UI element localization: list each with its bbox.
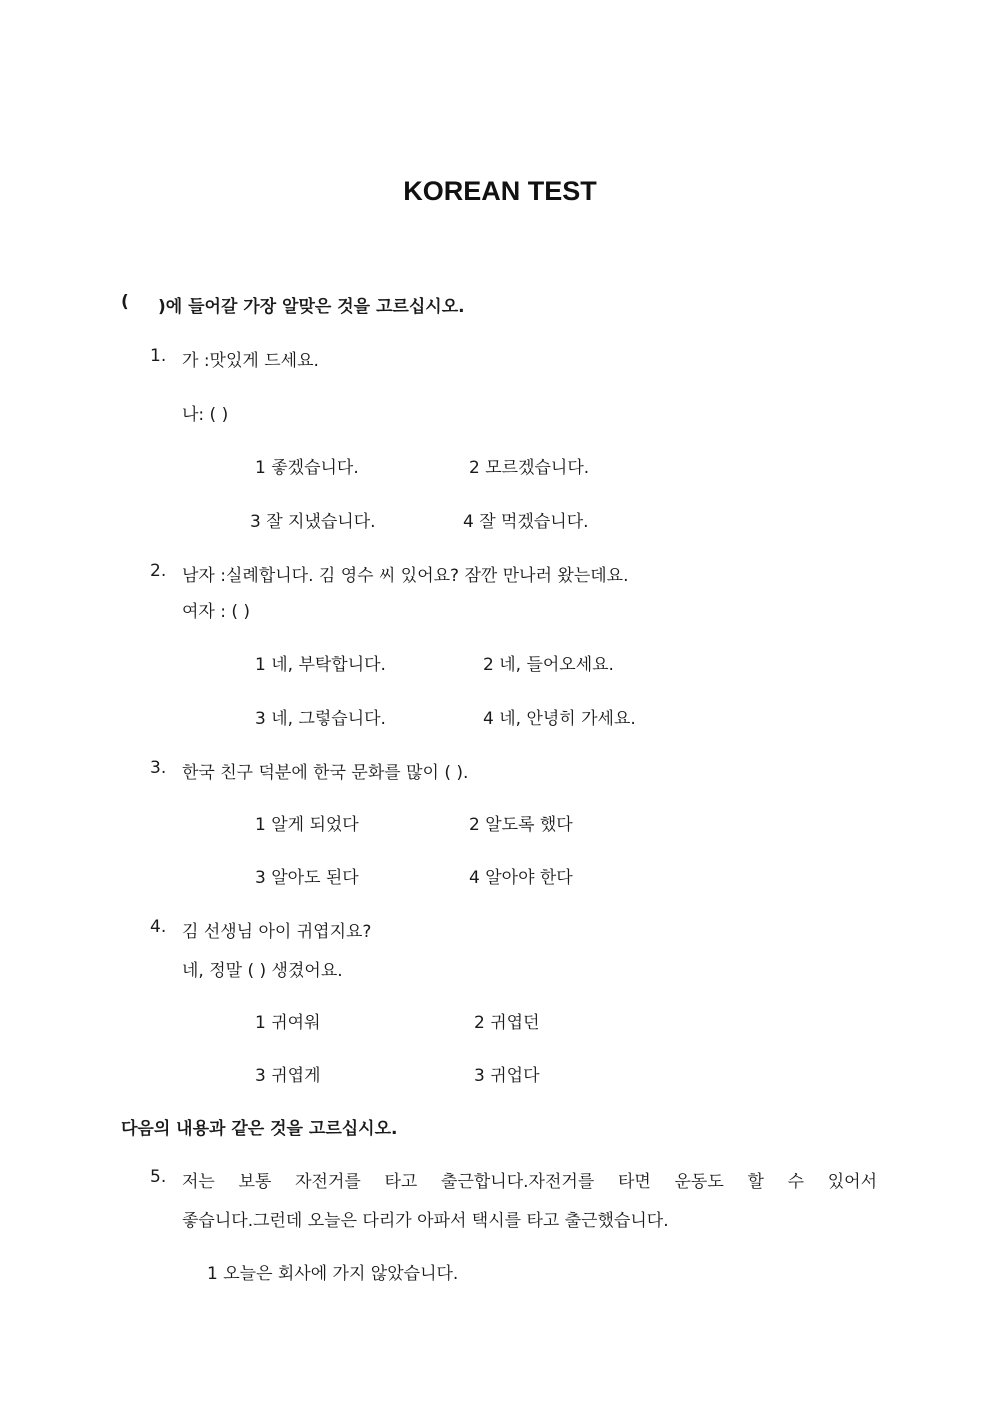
q4-option-4[interactable]: 3 귀업다 (474, 1066, 540, 1086)
q2-option-4[interactable]: 4 네, 안녕히 가세요. (483, 709, 636, 729)
question-3-line1: 한국 친구 덕분에 한국 문화를 많이 ( ). (182, 763, 469, 783)
q2-option-2[interactable]: 2 네, 들어오세요. (483, 655, 614, 675)
q1-option-3[interactable]: 3 잘 지냈습니다. (250, 512, 376, 532)
question-3-number: 3. (150, 758, 167, 778)
question-2-line1: 남자 :실례합니다. 김 영수 씨 있어요? 잠깐 만나러 왔는데요. (182, 566, 629, 586)
question-1-line1: 가 :맛있게 드세요. (182, 351, 319, 371)
section-instruction: )에 들어갈 가장 알맞은 것을 고르십시오. (158, 297, 465, 317)
section-2-instruction: 다음의 내용과 같은 것을 고르십시오. (121, 1119, 398, 1139)
question-1-number: 1. (150, 346, 167, 366)
q1-option-2[interactable]: 2 모르겠습니다. (469, 458, 590, 478)
q2-option-1[interactable]: 1 네, 부탁합니다. (255, 655, 386, 675)
question-4-number: 4. (150, 917, 167, 937)
question-5-number: 5. (150, 1167, 167, 1187)
question-5-line1: 저는 보통 자전거를 타고 출근합니다.자전거를 타면 운동도 할 수 있어서 (182, 1172, 877, 1192)
q1-option-4[interactable]: 4 잘 먹겠습니다. (463, 512, 589, 532)
question-5-line2: 좋습니다.그런데 오늘은 다리가 아파서 택시를 타고 출근했습니다. (182, 1211, 669, 1231)
q2-option-3[interactable]: 3 네, 그렇습니다. (255, 709, 386, 729)
q3-option-2[interactable]: 2 알도록 했다 (469, 815, 573, 835)
q4-option-3[interactable]: 3 귀엽게 (255, 1066, 321, 1086)
q1-option-1[interactable]: 1 좋겠습니다. (255, 458, 359, 478)
question-2-number: 2. (150, 561, 167, 581)
q4-option-2[interactable]: 2 귀엽던 (474, 1013, 540, 1033)
question-4-line1: 김 선생님 아이 귀엽지요? (182, 922, 372, 942)
q4-option-1[interactable]: 1 귀여워 (255, 1013, 321, 1033)
q5-option-1[interactable]: 1 오늘은 회사에 가지 않았습니다. (207, 1264, 459, 1284)
q3-option-1[interactable]: 1 알게 되었다 (255, 815, 359, 835)
q3-option-3[interactable]: 3 알아도 된다 (255, 868, 359, 888)
question-4-line2: 네, 정말 ( ) 생겼어요. (182, 961, 343, 981)
section-instruction-blank-open: ( (121, 292, 129, 312)
page-title: KOREAN TEST (403, 176, 597, 206)
question-1-line2: 나: ( ) (182, 405, 229, 425)
question-2-line2: 여자 : ( ) (182, 602, 251, 622)
q3-option-4[interactable]: 4 알아야 한다 (469, 868, 573, 888)
